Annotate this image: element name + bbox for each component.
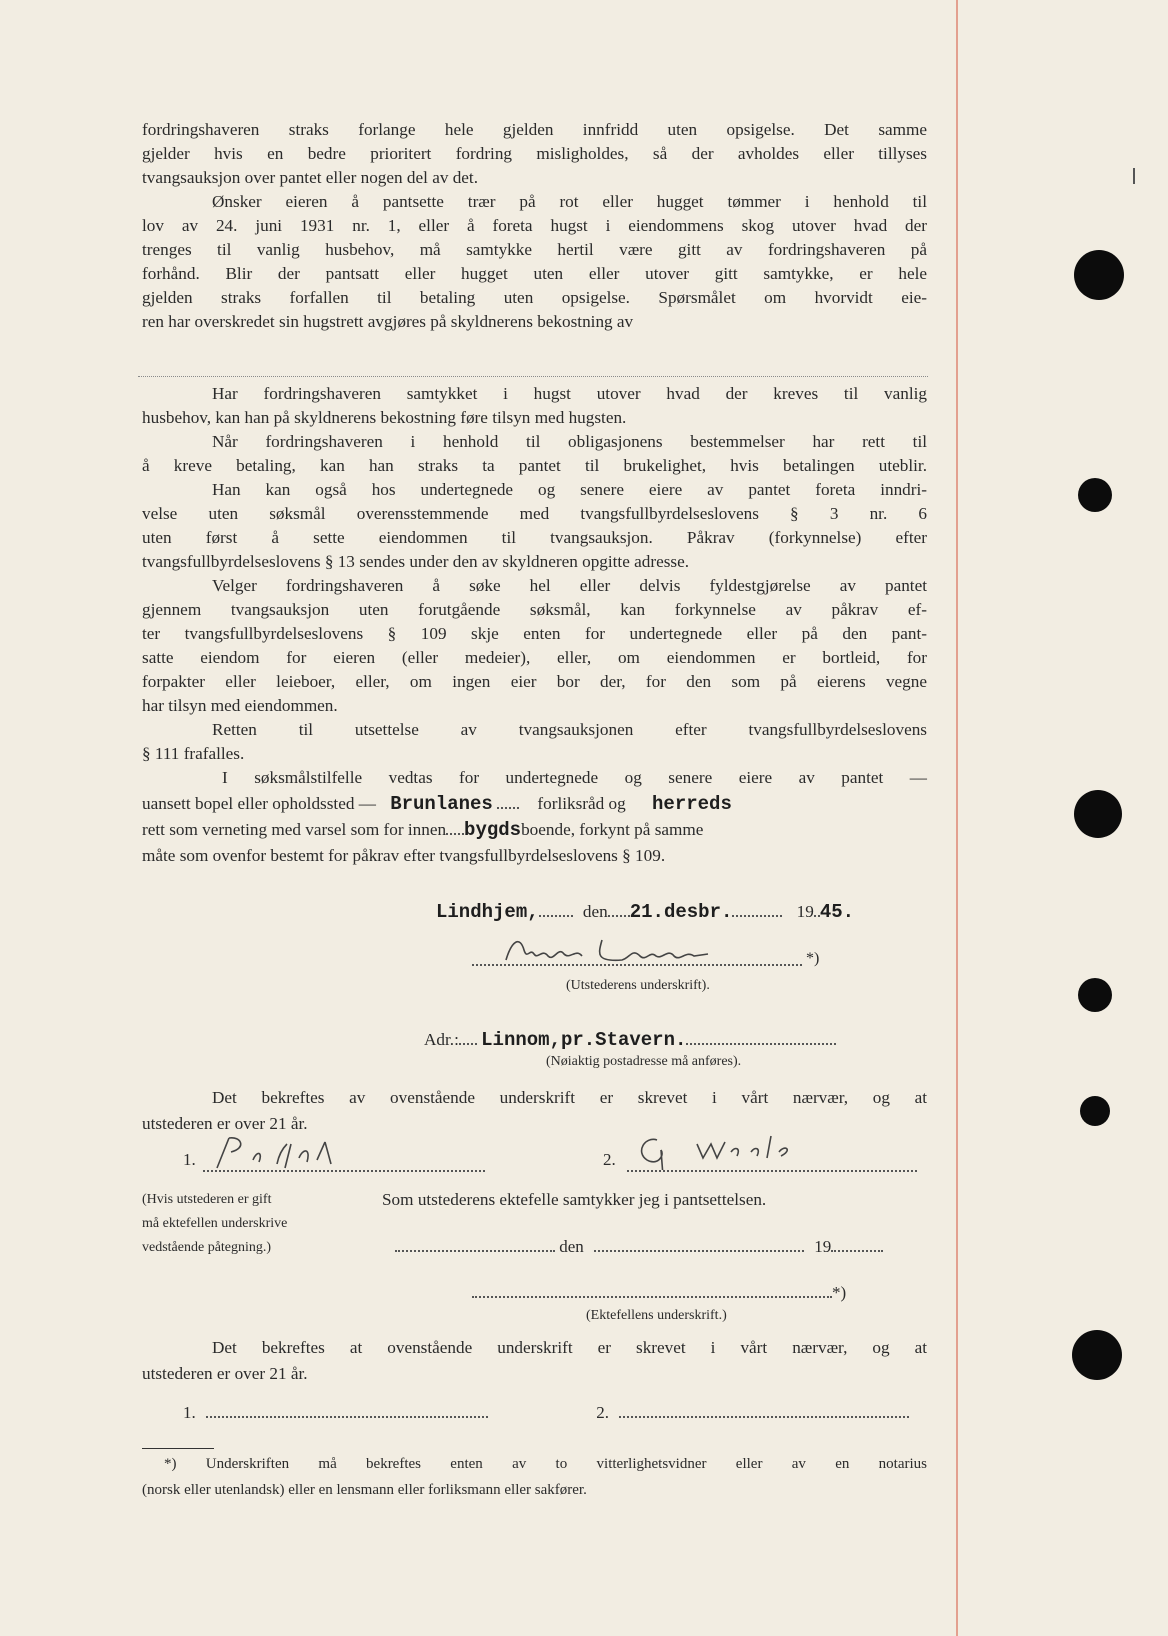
fill-dots	[206, 1402, 488, 1418]
year-prefix: 19	[796, 902, 814, 921]
fill-dots	[732, 901, 782, 917]
note-line: vedstående påtegning.)	[142, 1240, 272, 1255]
text-line: måte som ovenfor bestemt for påkrav efter tvangsfullbyrdelseslovens § 109.	[142, 846, 666, 865]
footnote-line: (norsk eller utenlandsk) eller en lensmann eller forliksmann eller sakfører.	[142, 1482, 587, 1498]
note-line: må ektefellen underskrive	[142, 1216, 288, 1231]
witness-number: 2.	[596, 1403, 609, 1422]
text-line: gjelden straks forfallen til betaling uten opsigelse. Spørsmålet om hvorvidt eie-	[142, 288, 927, 307]
text-line: Det bekreftes at ovenstående underskrift er skrevet i vårt nærvær, og at	[212, 1338, 927, 1357]
venue-text: forliksråd og	[537, 794, 626, 813]
address: Linnom,pr.Stavern.	[481, 1029, 687, 1051]
witness-number: 1.	[183, 1150, 196, 1169]
witness-number: 1.	[183, 1403, 196, 1422]
fill-dots	[472, 1282, 832, 1298]
text-line: Retten til utsettelse av tvangsauksjonen efter tvangsfullbyrdelseslovens	[212, 720, 927, 739]
address-line	[424, 1028, 944, 1052]
text-line: utstederen er over 21 år.	[142, 1364, 308, 1383]
margin-line	[956, 0, 958, 1636]
text-line: gjennem tvangsauksjon uten forutgående søksmål, kan forkynnelse av påkrav ef-	[142, 600, 927, 619]
text-line: husbehov, kan han på skyldnerens bekostning føre tilsyn med hugsten.	[142, 408, 627, 427]
text-line: Når fordringshaveren i henhold til obligasjonens bestemmelser har rett til	[212, 432, 927, 451]
text-line: velse uten søksmål overensstemmende med tvangsfullbyrdelseslovens § 3 nr. 6	[142, 504, 927, 523]
date: 21.desbr.	[629, 901, 733, 923]
venue-text: boende, forkynt på samme	[521, 820, 704, 839]
year: 45.	[819, 901, 855, 923]
spouse-note	[142, 1188, 372, 1260]
adr-label: Adr.:	[424, 1030, 459, 1049]
text-line: forhånd. Blir der pantsatt eller hugget uten eller utover gitt samtykke, er hele	[142, 264, 927, 283]
text-line: har tilsyn med eiendommen.	[142, 696, 338, 715]
fill-dots	[686, 1029, 836, 1045]
fill-dots	[539, 901, 573, 917]
binder-hole	[1078, 478, 1112, 512]
text-line: tvangsfullbyrdelseslovens § 13 sendes under den av skyldneren opgitte adresse.	[142, 552, 690, 571]
text-line: Har fordringshaveren samtykket i hugst utover hvad der kreves til vanlig	[212, 384, 927, 403]
text-line: Han kan også hos undertegnede og senere eiere av pantet foreta inndri-	[212, 480, 927, 499]
text-line: å kreve betaling, kan han straks ta pantet til brukelighet, hvis betalingen uteblir.	[142, 456, 927, 475]
text-line: fordringshaveren straks forlange hele gjelden innfridd uten opsigelse. Det samme	[142, 120, 927, 139]
spouse-consent: Som utstederens ektefelle samtykker jeg i pantsettelsen.	[382, 1190, 767, 1209]
spouse-caption: (Ektefellens underskrift.)	[586, 1308, 727, 1323]
edge-mark	[1133, 168, 1135, 184]
asterisk: *)	[832, 1283, 847, 1302]
binder-hole	[1072, 1330, 1122, 1380]
text-line: Det bekreftes av ovenstående underskrift er skrevet i vårt nærvær, og at	[212, 1088, 927, 1107]
text-line: trenges til vanlig husbehov, må samtykke hertil være gitt av fordringshaveren på	[142, 240, 927, 259]
fill-dots	[497, 793, 519, 809]
spouse-signature-line	[472, 1282, 852, 1306]
text-line: satte eiendom for eieren (eller medeier), eller, om eiendommen er bortleid, for	[142, 648, 927, 667]
text-line: utstederen er over 21 år.	[142, 1114, 308, 1133]
text-line: ter tvangsfullbyrdelseslovens § 109 skje enten for undertegnede eller på den pant-	[142, 624, 927, 643]
witness2-signature	[627, 1126, 847, 1170]
fill-dots	[446, 819, 464, 835]
place: Lindhjem,	[436, 901, 539, 923]
binder-hole	[1078, 978, 1112, 1012]
signature-dots	[627, 1170, 917, 1172]
footnote-line: *) Underskriften må bekreftes enten av to vitterlighetsvidner eller av en notarius	[164, 1456, 927, 1472]
witness1-signature	[207, 1134, 407, 1174]
text-line: uten først å sette eiendommen til tvangsauksjon. Påkrav (forkynnelse) efter	[142, 528, 927, 547]
court-type: herreds	[652, 793, 732, 815]
binder-hole	[1080, 1096, 1110, 1126]
signature-dots	[203, 1170, 485, 1172]
venue-text: uansett bopel eller opholdssted —	[142, 794, 376, 813]
court-name: Brunlanes	[390, 793, 493, 815]
venue-line-1	[142, 792, 927, 816]
fill-dots	[831, 1236, 883, 1252]
issuer-signature-line	[472, 930, 832, 970]
fill-dots	[395, 1236, 555, 1252]
venue-text: rett som verneting med varsel som for innen	[142, 820, 447, 839]
text-line: § 111 frafalles.	[142, 744, 245, 763]
text-line: forpakter eller leieboer, eller, om ingen eier bor der, for den som på eierens vegne	[142, 672, 927, 691]
text-line: Ønsker eieren å pantsette trær på rot eller hugget tømmer i henhold til	[212, 192, 927, 211]
address-caption: (Nøiaktig postadresse må anføres).	[546, 1054, 742, 1069]
venue-line-2	[142, 818, 927, 842]
fill-dots	[594, 1236, 804, 1252]
witness1-signatures	[183, 1140, 943, 1180]
issuer-caption: (Utstederens underskrift).	[566, 978, 710, 993]
signature-dots	[472, 964, 802, 966]
note-line: (Hvis utstederen er gift	[142, 1192, 272, 1207]
den-label: den	[559, 1237, 584, 1256]
place-date-line	[436, 900, 936, 924]
text-line: I søksmålstilfelle vedtas for undertegnede og senere eiere av pantet —	[222, 768, 927, 787]
text-line: ren har overskredet sin hugstrett avgjøres på skyldnerens bekostning av	[142, 312, 634, 331]
fill-dots	[608, 901, 630, 917]
asterisk: *)	[806, 950, 820, 967]
footnote-rule	[142, 1448, 214, 1449]
witness-number: 2.	[603, 1150, 616, 1169]
binder-hole	[1074, 790, 1122, 838]
year-prefix: 19	[814, 1237, 832, 1256]
district-type: bygds	[464, 819, 522, 841]
fill-dots	[619, 1402, 909, 1418]
dotted-rule	[138, 376, 928, 377]
text-line: lov av 24. juni 1931 nr. 1, eller å foreta hugst i eiendommens skog utover hvad der	[142, 216, 927, 235]
fill-dots	[459, 1029, 477, 1045]
den-label: den	[582, 902, 608, 921]
text-line: Velger fordringshaveren å søke hel eller delvis fyldestgjørelse av pantet	[212, 576, 927, 595]
witness2-lines	[183, 1402, 943, 1426]
text-line: tvangsauksjon over pantet eller nogen del av det.	[142, 168, 479, 187]
text-line: gjelder hvis en bedre prioritert fordring misligholdes, så der avholdes eller tillyses	[142, 144, 927, 163]
spouse-date-line	[395, 1236, 915, 1260]
binder-hole	[1074, 250, 1124, 300]
